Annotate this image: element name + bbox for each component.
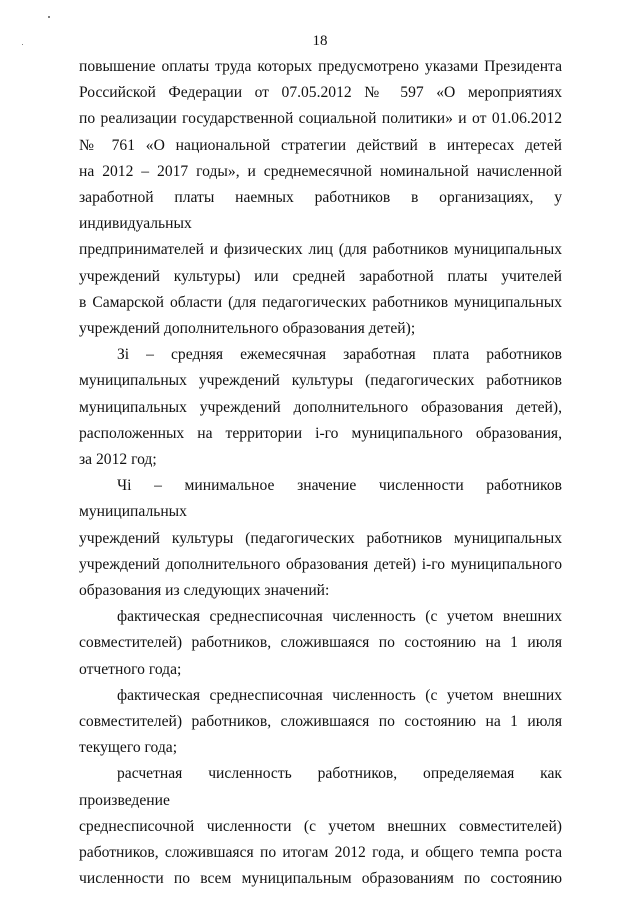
paragraph-line: численности по всем муниципальным образованиям по состоянию bbox=[79, 870, 562, 888]
paragraph-line: в Самарской области (для педагогических работников муниципальных bbox=[79, 293, 562, 311]
paragraph-line: фактическая среднесписочная численность (с учетом внешних bbox=[117, 608, 562, 626]
paragraph-line: совместителей) работников, сложившаяся по состоянию на 1 июля bbox=[79, 713, 562, 731]
page-number: 18 bbox=[312, 33, 328, 49]
paragraph-line: заработной платы наемных работников в организациях, у индивидуальных bbox=[79, 189, 562, 233]
paragraph-line: учреждений культуры (педагогических работников муниципальных bbox=[79, 529, 562, 547]
paragraph-line: муниципальных учреждений дополнительного образования детей), bbox=[79, 398, 562, 416]
paragraph-line: учреждений дополнительного образования детей); bbox=[79, 320, 416, 338]
paragraph-line: фактическая среднесписочная численность (с учетом внешних bbox=[117, 686, 562, 704]
paragraph-line: на 2012 – 2017 годы», и среднемесячной номинальной начисленной bbox=[79, 162, 562, 180]
paragraph-line: среднесписочной численности (с учетом внешних совместителей) bbox=[79, 817, 562, 835]
paragraph-line: учреждений культуры) или средней заработной платы учителей bbox=[79, 267, 562, 285]
paragraph-line: муниципальных учреждений культуры (педагогических работников bbox=[79, 372, 562, 390]
paragraph-line: по реализации государственной социальной политики» и от 01.06.2012 bbox=[79, 110, 562, 128]
document-body bbox=[79, 54, 562, 893]
paragraph-line: Зi – средняя ежемесячная заработная плата работников bbox=[117, 346, 562, 364]
paragraph-line: отчетного года; bbox=[79, 660, 182, 678]
paragraph-line: совместителей) работников, сложившаяся по состоянию на 1 июля bbox=[79, 634, 562, 652]
paragraph-line: Российской Федерации от 07.05.2012 № 597 «О мероприятиях bbox=[79, 84, 562, 102]
paragraph-line: Чi – минимальное значение численности работников муниципальных bbox=[79, 477, 562, 521]
paragraph-line: № 761 «О национальной стратегии действий в интересах детей bbox=[79, 136, 562, 154]
scan-speck bbox=[48, 16, 50, 18]
paragraph-line: предпринимателей и физических лиц (для работников муниципальных bbox=[79, 241, 562, 259]
paragraph-line: образования из следующих значений: bbox=[79, 582, 330, 600]
paragraph-line: за 2012 год; bbox=[79, 451, 157, 469]
paragraph-line: учреждений дополнительного образования детей) i-го муниципального bbox=[79, 555, 562, 573]
paragraph-line: расположенных на территории i-го муниципального образования, bbox=[79, 424, 562, 442]
paragraph-line: повышение оплаты труда которых предусмотрено указами Президента bbox=[79, 58, 562, 75]
paragraph-line: текущего года; bbox=[79, 739, 178, 757]
paragraph-line: расчетная численность работников, определяемая как произведение bbox=[79, 765, 562, 809]
paragraph-line: работников, сложившаяся по итогам 2012 года, и общего темпа роста bbox=[79, 844, 562, 862]
